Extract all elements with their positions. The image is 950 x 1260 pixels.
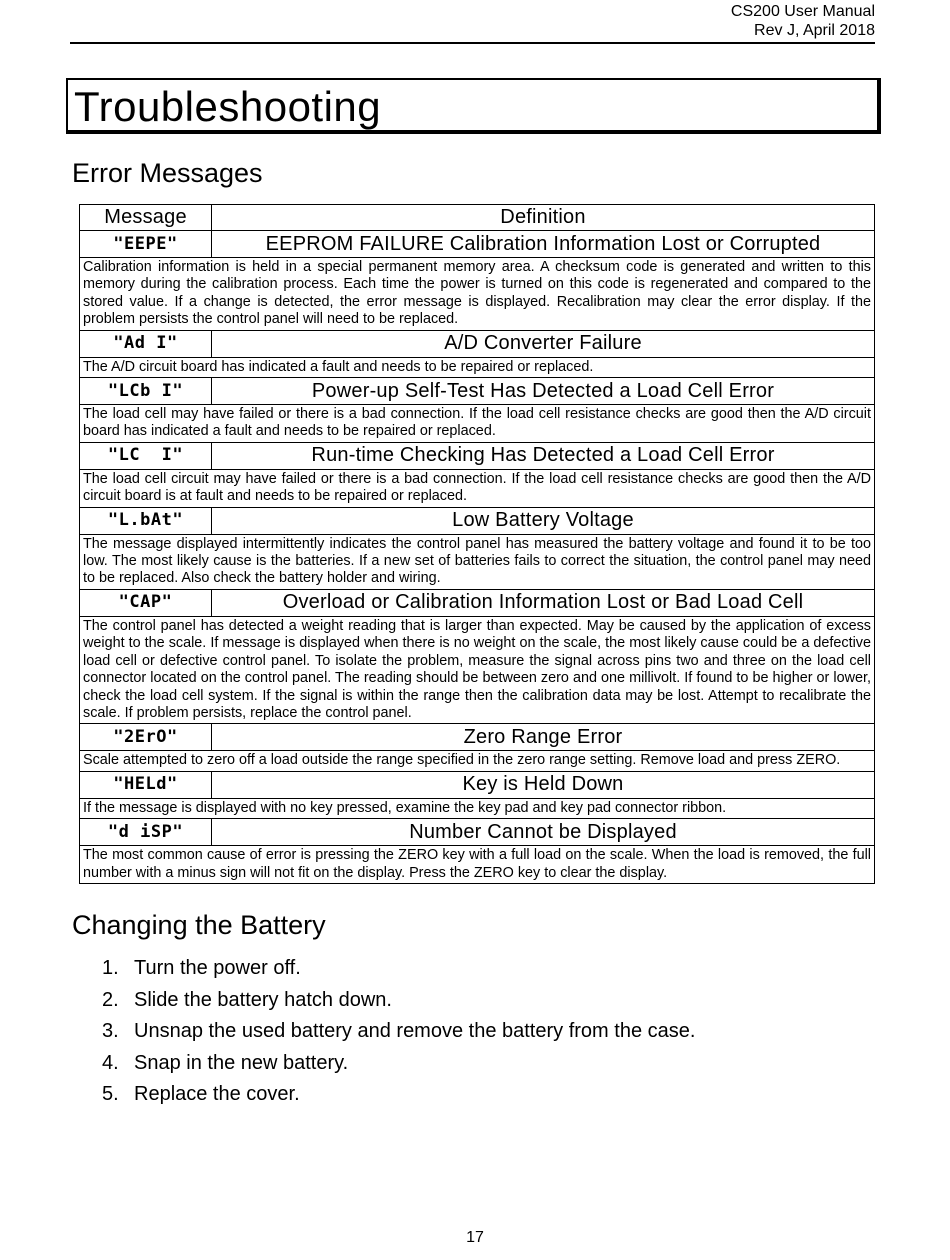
list-item bbox=[102, 953, 695, 985]
error-row bbox=[80, 819, 875, 846]
error-row bbox=[80, 589, 875, 616]
error-row bbox=[80, 378, 875, 405]
error-code: "LCb I" bbox=[80, 378, 212, 405]
column-header-definition: Definition bbox=[212, 205, 875, 231]
error-description-row bbox=[80, 798, 875, 818]
error-title: Power-up Self-Test Has Detected a Load Cell Error bbox=[212, 378, 875, 405]
error-description-row bbox=[80, 846, 875, 884]
step-text: Snap in the new battery. bbox=[134, 1051, 349, 1074]
chapter-title: Troubleshooting bbox=[74, 83, 382, 130]
step-text: Turn the power off. bbox=[134, 957, 301, 979]
error-title: Key is Held Down bbox=[212, 771, 875, 798]
error-description-row bbox=[80, 534, 875, 589]
error-description: The message displayed intermittently indicates the control panel has measured the battery voltage and found it to be too low. The most likely cause is the batteries. If a new set of batteries fails to correct the situation, the control panel may need to be replaced. Also check the battery holder and wiring. bbox=[80, 534, 875, 589]
error-description-row bbox=[80, 751, 875, 771]
list-item bbox=[102, 985, 695, 1017]
error-description: Scale attempted to zero off a load outside the range specified in the zero range setting. Remove load and press ZERO. bbox=[80, 751, 875, 771]
error-row bbox=[80, 507, 875, 534]
error-code: "CAP" bbox=[80, 589, 212, 616]
error-code: "d iSP" bbox=[80, 819, 212, 846]
step-number: 5. bbox=[102, 1083, 119, 1105]
error-code: "HELd" bbox=[80, 771, 212, 798]
error-title: Overload or Calibration Information Lost or Bad Load Cell bbox=[212, 589, 875, 616]
error-description-row bbox=[80, 405, 875, 443]
section-title-changing-battery: Changing the Battery bbox=[72, 910, 326, 940]
error-description: The load cell may have failed or there is a bad connection. If the load cell resistance checks are good then the A/D circuit board has indicated a fault and needs to be repaired or replaced. bbox=[80, 405, 875, 443]
error-description: The load cell circuit may have failed or there is a bad connection. If the load cell resistance checks are good then the A/D circuit board is at fault and needs to be repaired or replaced. bbox=[80, 469, 875, 507]
error-title: Low Battery Voltage bbox=[212, 507, 875, 534]
error-row bbox=[80, 231, 875, 258]
battery-steps-list bbox=[102, 953, 695, 1111]
manual-title: CS200 User Manual bbox=[730, 3, 875, 20]
table-header-row bbox=[80, 205, 875, 231]
error-description-row bbox=[80, 357, 875, 377]
error-description-row bbox=[80, 469, 875, 507]
error-description: The A/D circuit board has indicated a fault and needs to be repaired or replaced. bbox=[80, 357, 875, 377]
error-title: EEPROM FAILURE Calibration Information Lost or Corrupted bbox=[212, 231, 875, 258]
error-title: Run-time Checking Has Detected a Load Cell Error bbox=[212, 442, 875, 469]
error-row bbox=[80, 771, 875, 798]
error-row bbox=[80, 724, 875, 751]
error-code: "Ad I" bbox=[80, 330, 212, 357]
error-code: "2ErO" bbox=[80, 724, 212, 751]
error-description: If the message is displayed with no key pressed, examine the key pad and key pad connector ribbon. bbox=[80, 798, 875, 818]
step-number: 4. bbox=[102, 1051, 119, 1074]
error-messages-table bbox=[79, 204, 875, 884]
page-header bbox=[70, 2, 875, 40]
step-text: Slide the battery hatch down. bbox=[134, 988, 392, 1011]
error-row bbox=[80, 442, 875, 469]
manual-revision: Rev J, April 2018 bbox=[754, 22, 875, 39]
error-code: "EEPE" bbox=[80, 231, 212, 258]
error-title: Number Cannot be Displayed bbox=[212, 819, 875, 846]
error-description: The most common cause of error is pressing the ZERO key with a full load on the scale. When the load is removed, the full number with a minus sign will not fit on the display. Press the ZERO key to clear the display. bbox=[80, 846, 875, 884]
list-item bbox=[102, 1079, 695, 1111]
error-description-row bbox=[80, 616, 875, 723]
error-code: "L.bAt" bbox=[80, 507, 212, 534]
chapter-title-box bbox=[66, 78, 881, 134]
column-header-message: Message bbox=[80, 205, 212, 231]
list-item bbox=[102, 1016, 695, 1048]
error-description-row bbox=[80, 258, 875, 331]
step-number: 3. bbox=[102, 1020, 119, 1042]
error-row bbox=[80, 330, 875, 357]
section-title-error-messages: Error Messages bbox=[72, 158, 263, 188]
error-code: "LC I" bbox=[80, 442, 212, 469]
step-text: Replace the cover. bbox=[134, 1083, 300, 1105]
error-title: Zero Range Error bbox=[212, 724, 875, 751]
list-item bbox=[102, 1048, 695, 1080]
page-number: 17 bbox=[466, 1229, 484, 1246]
error-description: Calibration information is held in a special permanent memory area. A checksum code is generated and written to this memory during the calibration process. Each time the power is turned on this code is regenerated and compared to the stored value. If a change is detected, the error message is displayed. Recalibration may clear the error display. If the problem persists the control panel will need to be replaced. bbox=[80, 258, 875, 331]
step-number: 2. bbox=[102, 988, 119, 1011]
error-description: The control panel has detected a weight reading that is larger than expected. May be caused by the application of excess weight to the scale. If message is displayed when there is no weight on the scale, the most likely cause could be a defective load cell or defective control panel. To isolate the problem, measure the signal across pins two and three on the load cell connector located on the control panel. The reading should be between zero and one millivolt. If found to be higher or lower, check the load cell system. If the signal is within the range then the calibration data may be lost. Attempt to recalibrate the scale. If problem persists, replace the control panel. bbox=[80, 616, 875, 723]
step-text: Unsnap the used battery and remove the battery from the case. bbox=[134, 1020, 696, 1042]
header-rule bbox=[70, 42, 875, 44]
step-number: 1. bbox=[102, 957, 119, 979]
error-title: A/D Converter Failure bbox=[212, 330, 875, 357]
